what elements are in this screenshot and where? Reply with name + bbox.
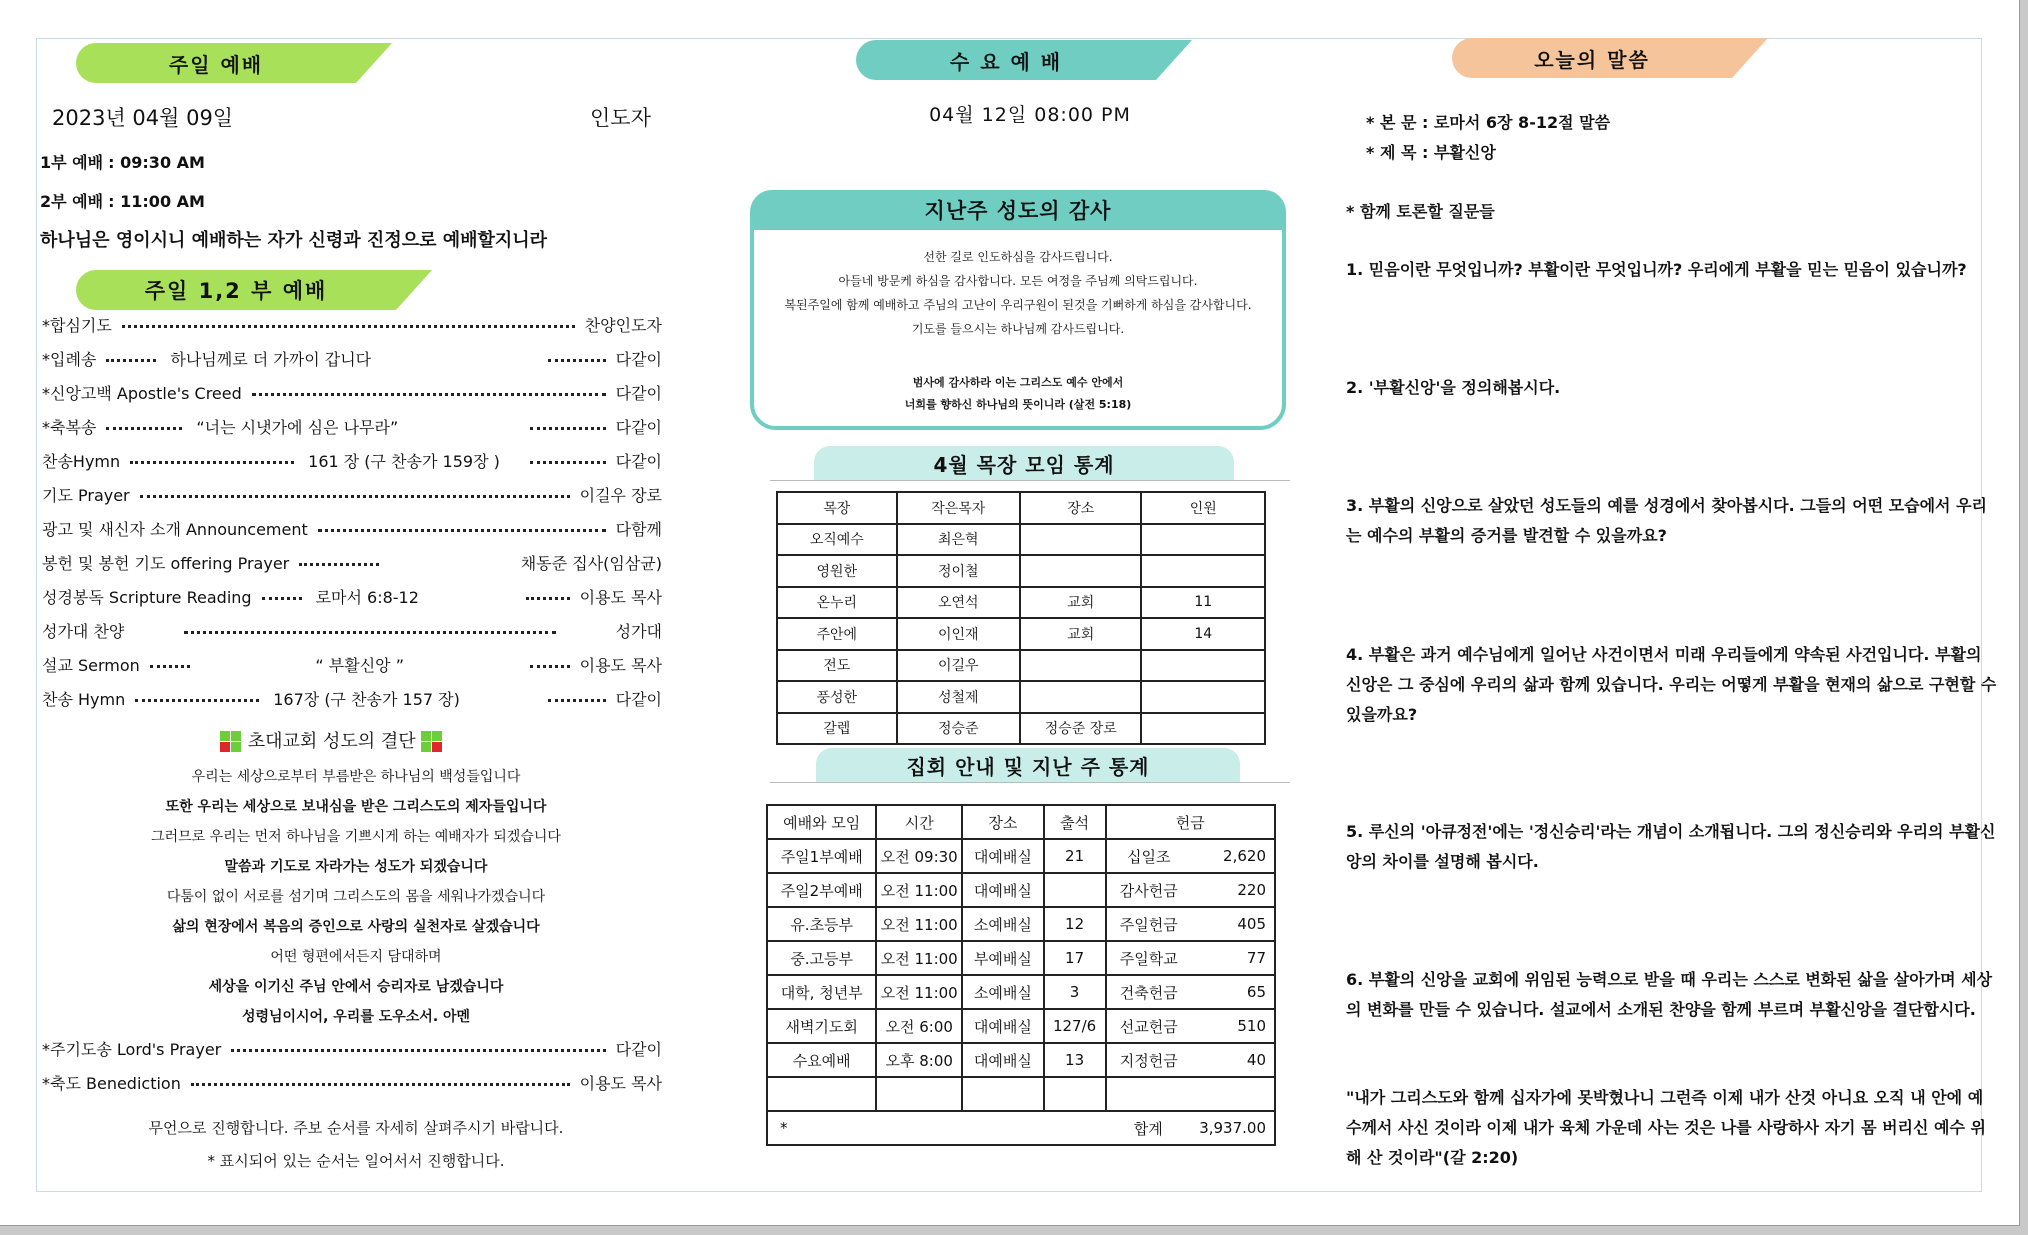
service-item-name: 찬송 Hymn [42, 689, 126, 709]
table-cell: 오전 11:00 [876, 873, 962, 907]
leader-dots [530, 427, 606, 430]
table-cell: 전도 [777, 650, 897, 682]
leader-dots [184, 631, 555, 634]
leader-dots [548, 699, 606, 702]
meeting-stats-title [816, 748, 1240, 782]
standing-note: * 표시되어 있는 순서는 일어서서 진행합니다. [207, 1152, 505, 1170]
discussion-question: 2. '부활신앙'을 정의해봅시다. [1346, 378, 1561, 397]
discussion-question: 3. 부활의 신앙으로 살았던 성도들의 예를 성경에서 찾아봅시다. 그들의 어떤 모습에서 우리는 예수의 부활의 증거를 발견할 수 있을까요? [1346, 496, 1987, 545]
table-cell: 오전 09:30 [876, 839, 962, 873]
leader-dots [140, 495, 570, 498]
table-cell: 성철제 [897, 681, 1020, 713]
table-cell: 510 [1191, 1009, 1275, 1043]
total-star: * [767, 1111, 1106, 1145]
table-cell: 정승준 [897, 713, 1020, 745]
table-cell: 12 [1044, 907, 1106, 941]
resolution-title: 초대교회 성도의 결단 [247, 731, 416, 752]
todays-word-tab [1452, 38, 1732, 78]
service-item-leader: 이용도 목사 [579, 1073, 662, 1093]
table-cell [1106, 1077, 1275, 1111]
table-cell: 풍성한 [777, 681, 897, 713]
table-cell: 65 [1191, 975, 1275, 1009]
service2-time [40, 189, 205, 212]
leader-dots [530, 461, 606, 464]
scripture-reference: * 본 문 : 로마서 6장 8-12절 말씀 [1366, 113, 1611, 132]
table-row [767, 941, 1275, 975]
table-row [777, 713, 1265, 745]
table-cell: 대예배실 [962, 839, 1044, 873]
meeting-stats-title-label: 집회 안내 및 지난 주 통계 [906, 754, 1150, 779]
table-cell: 오전 11:00 [876, 975, 962, 1009]
service-item-leader: 성가대 [615, 621, 662, 641]
table-cell [1020, 681, 1141, 713]
table-row [777, 587, 1265, 619]
thanks-line: 복된주일에 함께 예배하고 주님의 고난이 우리구원이 된것을 기뻐하게 하심을 감사합니다. [784, 298, 1252, 312]
service-item [42, 312, 662, 336]
service-item-detail: “ 부활신앙 ” [315, 655, 404, 675]
cell-stats-table [776, 491, 1266, 745]
table-header: 인원 [1141, 492, 1265, 524]
service-item [42, 550, 662, 574]
leader-dots [252, 393, 606, 396]
service-item [42, 618, 662, 642]
leader-dots [106, 359, 156, 362]
table-cell: 2,620 [1191, 839, 1275, 873]
table-header-row [767, 805, 1275, 839]
table-cell: 21 [1044, 839, 1106, 873]
table-header: 장소 [1020, 492, 1141, 524]
table-cell: 대예배실 [962, 1043, 1044, 1077]
table-cell: 오전 11:00 [876, 907, 962, 941]
table-header: 출석 [1044, 805, 1106, 839]
table-cell: 오전 11:00 [876, 941, 962, 975]
service-item-name: *축도 Benediction [42, 1073, 181, 1093]
service-item [42, 482, 662, 506]
service-item-name: 성가대 찬양 [42, 621, 125, 641]
service-item-name: *주기도송 Lord's Prayer [42, 1039, 222, 1059]
leader-dots [106, 427, 182, 430]
leader-dots [530, 665, 570, 668]
table-cell: 건축헌금 [1106, 975, 1192, 1009]
wednesday-datetime: 04월 12일 08:00 PM [929, 104, 1131, 126]
service-item-name: *신앙고백 Apostle's Creed [42, 383, 242, 403]
table-header: 목장 [777, 492, 897, 524]
sunday-worship-tab-label: 주일 예배 [168, 52, 264, 77]
service-item [42, 346, 662, 370]
table-cell [1020, 650, 1141, 682]
service-item-detail: 167장 (구 찬송가 157 장) [273, 689, 460, 709]
service-item-leader: 다같이 [615, 689, 662, 709]
service-item-name: 광고 및 새신자 소개 Announcement [42, 519, 308, 539]
table-row [777, 618, 1265, 650]
table-cell: 새벽기도회 [767, 1009, 876, 1043]
table-header: 장소 [962, 805, 1044, 839]
table-cell: 이길우 [897, 650, 1020, 682]
cell-stats-title-label: 4월 목장 모임 통계 [933, 452, 1115, 477]
table-cell: 127/6 [1044, 1009, 1106, 1043]
service-item-leader: 다같이 [615, 417, 662, 437]
table-cell [1141, 650, 1265, 682]
service-item [42, 414, 662, 438]
table-cell: 이인재 [897, 618, 1020, 650]
table-cell [1141, 524, 1265, 556]
sunday-column [36, 0, 676, 1226]
service2-label: 2부 예배 [40, 192, 104, 211]
discussion-question: 6. 부활의 신앙을 교회에 위임된 능력으로 받을 때 우리는 스스로 변화된 삶을 살아가며 세상의 변화를 만들 수 있습니다. 설교에서 소개된 찬양을 함께 부르며 부활신앙을 결단합시다. [1346, 970, 1993, 1019]
resolution-line: 그러므로 우리는 먼저 하나님을 기쁘시게 하는 예배자가 되겠습니다 [151, 829, 561, 845]
leader-dots [526, 597, 570, 600]
table-cell [1141, 681, 1265, 713]
service-item-leader: 이용도 목사 [579, 587, 662, 607]
table-row [767, 975, 1275, 1009]
service-item-leader: 다같이 [615, 383, 662, 403]
leader-label: 인도자 [590, 106, 651, 130]
service-item [42, 584, 662, 608]
green-red-block-icon [220, 731, 242, 753]
service-item-leader: 채동준 집사(임삼균) [520, 553, 662, 573]
resolution-line: 세상을 이기신 주님 안에서 승리자로 남겠습니다 [208, 979, 504, 995]
table-cell: 정이철 [897, 555, 1020, 587]
table-cell: 77 [1191, 941, 1275, 975]
worship-verse: 하나님은 영이시니 예배하는 자가 신령과 진정으로 예배할지니라 [40, 230, 548, 251]
leader-dots [548, 359, 606, 362]
table-cell: 17 [1044, 941, 1106, 975]
service-item [42, 1036, 662, 1060]
table-row [767, 839, 1275, 873]
table-row [777, 524, 1265, 556]
resolution-line: 또한 우리는 세상으로 보내심을 받은 그리스도의 제자들입니다 [165, 799, 547, 815]
table-cell: 14 [1141, 618, 1265, 650]
table-cell: 주안에 [777, 618, 897, 650]
table-cell: 온누리 [777, 587, 897, 619]
sermon-title: * 제 목 : 부활신앙 [1366, 143, 1496, 162]
table-header-row [777, 492, 1265, 524]
table-cell: 영원한 [777, 555, 897, 587]
table-cell: 선교헌금 [1106, 1009, 1192, 1043]
service-item-name: 찬송Hymn [42, 451, 121, 471]
service-item-name: 성경봉독 Scripture Reading [42, 587, 252, 607]
service-item-detail: “너는 시냇가에 심은 나무라” [196, 417, 399, 437]
table-cell: 교회 [1020, 587, 1141, 619]
green-red-block-icon [421, 731, 443, 753]
service1-time [40, 150, 205, 173]
table-cell: 주일2부예배 [767, 873, 876, 907]
table-cell: 405 [1191, 907, 1275, 941]
table-cell: 감사헌금 [1106, 873, 1192, 907]
table-row [767, 907, 1275, 941]
service2-value: : 11:00 AM [108, 192, 205, 211]
table-row [777, 555, 1265, 587]
resolution-line: 삶의 현장에서 복음의 증인으로 사랑의 실천자로 살겠습니다 [172, 919, 540, 935]
table-cell: 11 [1141, 587, 1265, 619]
table-cell [1044, 1077, 1106, 1111]
resolution-line: 다툼이 없이 서로를 섬기며 그리스도의 몸을 세워나가겠습니다 [166, 889, 546, 905]
thanks-verse: 너희를 향하신 하나님의 뜻이니라 (살전 5:18) [904, 398, 1132, 411]
table-cell: 소예배실 [962, 975, 1044, 1009]
table-cell [1141, 555, 1265, 587]
leader-dots [231, 1049, 605, 1052]
service-item-leader: 다같이 [615, 451, 662, 471]
discussion-heading: * 함께 토론할 질문들 [1346, 202, 1495, 221]
table-cell [767, 1077, 876, 1111]
sunday-worship-tab [76, 43, 356, 83]
resolution-heading [220, 727, 443, 753]
service-item-detail: 하나님께로 더 가까이 갑니다 [170, 349, 372, 369]
todays-word-tab-label: 오늘의 말씀 [1534, 47, 1650, 72]
resolution-line: 우리는 세상으로부터 부름받은 하나님의 백성들입니다 [191, 769, 521, 785]
discussion-question: 5. 루신의 '아큐정전'에는 '정신승리'라는 개념이 소개됩니다. 그의 정신승리와 우리의 부활신앙의 차이를 설명해 봅시다. [1346, 822, 1996, 871]
table-row [767, 873, 1275, 907]
service-item [42, 1070, 662, 1094]
service-item-name: 기도 Prayer [42, 485, 130, 505]
table-cell [1044, 873, 1106, 907]
table-cell: 오전 6:00 [876, 1009, 962, 1043]
table-row [777, 681, 1265, 713]
table-cell [962, 1077, 1044, 1111]
service-item-detail: 로마서 6:8-12 [315, 587, 419, 607]
table-cell: 정승준 장로 [1020, 713, 1141, 745]
wednesday-column [730, 0, 1330, 1226]
table-cell: 주일헌금 [1106, 907, 1192, 941]
table-cell: 지정헌금 [1106, 1043, 1192, 1077]
table-cell: 220 [1191, 873, 1275, 907]
discussion-question: 1. 믿음이란 무엇입니까? 부활이란 무엇입니까? 우리에게 부활을 믿는 믿음이 있습니까? [1346, 260, 1967, 279]
table-cell: 대예배실 [962, 873, 1044, 907]
leader-dots [135, 699, 259, 702]
cell-stats-title [814, 446, 1234, 480]
service-item [42, 516, 662, 540]
service1-value: : 09:30 AM [108, 153, 205, 172]
table-header: 헌금 [1106, 805, 1275, 839]
table-cell: 십일조 [1106, 839, 1192, 873]
total-value: 3,937.00 [1191, 1111, 1275, 1145]
table-header: 예배와 모임 [767, 805, 876, 839]
service-item-name: 봉헌 및 봉헌 기도 offering Prayer [42, 553, 290, 573]
table-cell: 오직예수 [777, 524, 897, 556]
word-column [1330, 0, 2010, 1226]
service-item-leader: 다같이 [615, 349, 662, 369]
service-item-name: *축복송 [42, 417, 97, 437]
table-cell: 대학, 청년부 [767, 975, 876, 1009]
table-cell: 중.고등부 [767, 941, 876, 975]
table-cell: 오연석 [897, 587, 1020, 619]
closing-scripture-quote: "내가 그리스도와 함께 십자가에 못박혔나니 그런즉 이제 내가 산것 아니요 오직 내 안에 예수께서 사신 것이라 이제 내가 육체 가운데 사는 것은 나를 사랑하사 자기 몸 버리신 예수 위해 산 것이라"(갈 2:20) [1346, 1088, 1986, 1167]
table-cell [876, 1077, 962, 1111]
table-cell: 40 [1191, 1043, 1275, 1077]
service-item-leader: 다함께 [615, 519, 662, 539]
service-date: 2023년 04월 09일 [52, 106, 234, 130]
table-cell: 부예배실 [962, 941, 1044, 975]
service-item-name: *합심기도 [42, 315, 112, 335]
table-cell: 수요예배 [767, 1043, 876, 1077]
table-cell [1141, 713, 1265, 745]
table-row [767, 1077, 1275, 1111]
leader-dots [262, 597, 302, 600]
table-cell: 유.초등부 [767, 907, 876, 941]
service-item [42, 380, 662, 404]
service-item-leader: 이용도 목사 [579, 655, 662, 675]
thanks-title [750, 190, 1286, 230]
thanks-title-label: 지난주 성도의 감사 [924, 199, 1112, 223]
leader-dots [299, 563, 379, 566]
service-item-name: 설교 Sermon [42, 655, 140, 675]
wednesday-worship-tab-label: 수 요 예 배 [949, 49, 1063, 74]
table-row [777, 650, 1265, 682]
total-label: 합계 [1106, 1111, 1192, 1145]
resolution-line: 성령님이시어, 우리를 도우소서. 아멘 [241, 1009, 471, 1025]
service-item-leader: 찬양인도자 [584, 315, 662, 335]
table-cell: 갈렙 [777, 713, 897, 745]
leader-dots [122, 325, 575, 328]
service-item-leader: 이길우 장로 [579, 485, 662, 505]
leader-dots [318, 529, 606, 532]
service-item [42, 448, 662, 472]
table-cell: 오후 8:00 [876, 1043, 962, 1077]
order-of-service-tab-label: 주일 1,2 부 예배 [144, 279, 328, 303]
table-cell: 3 [1044, 975, 1106, 1009]
resolution-line: 말씀과 기도로 자라가는 성도가 되겠습니다 [224, 859, 488, 875]
table-row [767, 1009, 1275, 1043]
table-total-row [767, 1111, 1275, 1145]
thanks-line: 아들네 방문케 하심을 감사합니다. 모든 여정을 주님께 의탁드립니다. [838, 274, 1198, 288]
leader-dots [150, 665, 190, 668]
meeting-stats-table [766, 804, 1276, 1146]
service-item-leader: 다같이 [615, 1039, 662, 1059]
thanks-line: 선한 길로 인도하심을 감사드립니다. [923, 250, 1113, 264]
meeting-stats-rule [770, 782, 1290, 783]
thanks-verse: 범사에 감사하라 이는 그리스도 예수 안에서 [912, 376, 1124, 389]
service-item-detail: 161 장 (구 찬송가 159장 ) [308, 451, 500, 471]
thanks-line: 기도를 들으시는 하나님께 감사드립니다. [911, 322, 1125, 336]
table-row [767, 1043, 1275, 1077]
silence-note: 무언으로 진행합니다. 주보 순서를 자세히 살펴주시기 바랍니다. [148, 1119, 564, 1137]
service-item-name: *입례송 [42, 349, 97, 369]
table-header: 시간 [876, 805, 962, 839]
order-of-service-tab [76, 270, 396, 310]
table-cell: 주일학교 [1106, 941, 1192, 975]
discussion-question: 4. 부활은 과거 예수님에게 일어난 사건이면서 미래 우리들에게 약속된 사건입니다. 부활의 신앙은 그 중심에 우리의 삶과 함께 있습니다. 우리는 어떻게 부활을 현재의 삶으로 구현할 수 있을까요? [1346, 645, 1997, 724]
table-cell: 최은혁 [897, 524, 1020, 556]
table-cell: 13 [1044, 1043, 1106, 1077]
leader-dots [130, 461, 294, 464]
leader-dots [191, 1083, 570, 1086]
table-cell: 교회 [1020, 618, 1141, 650]
table-cell: 주일1부예배 [767, 839, 876, 873]
service-item [42, 686, 662, 710]
cell-stats-rule [770, 480, 1290, 481]
table-cell [1020, 524, 1141, 556]
resolution-line: 어떤 형편에서든지 담대하며 [270, 949, 442, 965]
table-cell: 대예배실 [962, 1009, 1044, 1043]
service-item [42, 652, 662, 676]
service1-label: 1부 예배 [40, 153, 104, 172]
table-cell: 소예배실 [962, 907, 1044, 941]
table-header: 작은목자 [897, 492, 1020, 524]
wednesday-worship-tab [856, 40, 1156, 80]
table-cell [1020, 555, 1141, 587]
